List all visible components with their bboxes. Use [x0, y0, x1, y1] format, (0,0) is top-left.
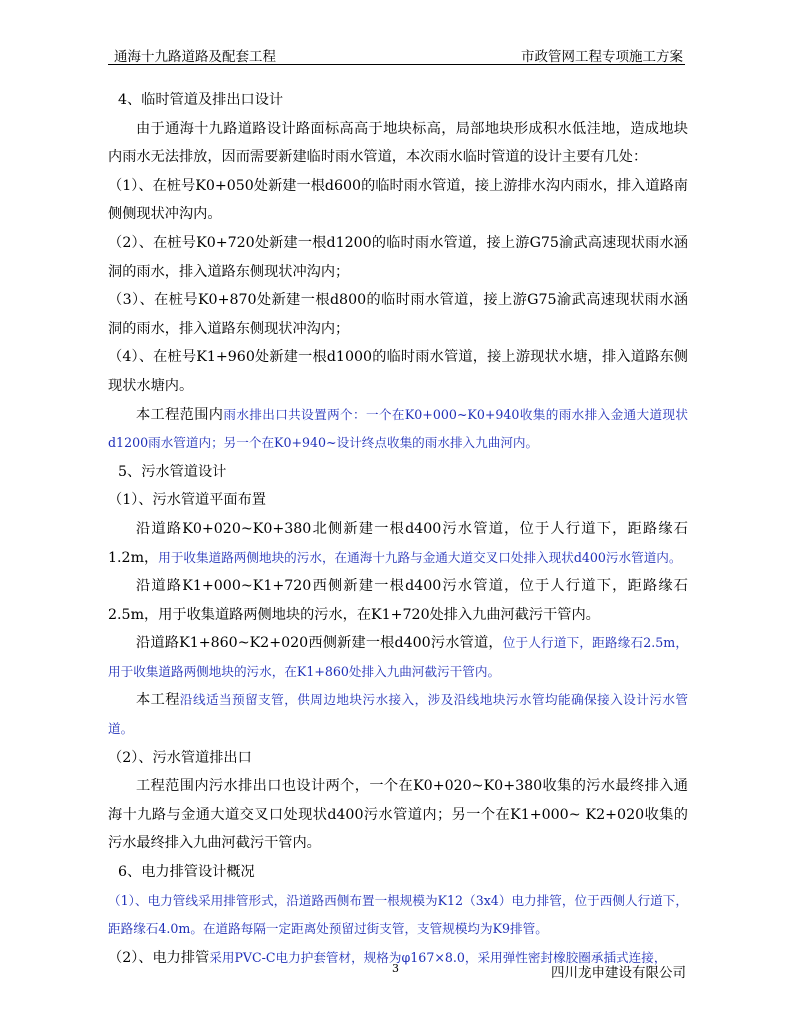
section-6-heading: 6、电力排管设计概况: [118, 864, 255, 881]
section-5-para-1-lead: 沿道路K0+020~K0+380北侧新建一根d400污水管道，位于人行道下，距路缘石1.2m，: [108, 520, 688, 566]
section-5-para-1: [108, 515, 688, 572]
section-4-item-2: （2）、在桩号K0+720处新建一根d1200的临时雨水管道，接上游G75渝武高速现状雨水涵洞的雨水，排入道路东侧现状冲沟内；: [108, 234, 688, 280]
section-5-para-1-rest: 用于收集道路两侧地块的污水，在通海十九路与金通大道交叉口处排入现状d400污水管道内。: [158, 549, 682, 565]
section-4-heading: 4、临时管道及排出口设计: [118, 92, 284, 108]
section-5-sub-1-heading: （1）、污水管道平面布置: [108, 492, 266, 509]
section-5-para-3: [108, 629, 688, 686]
section-5-para-4-rest: 沿线适当预留支管，供周边地块污水接入，涉及沿线地块污水管均能确保接入设计污水管道。: [108, 692, 688, 737]
document-body: [108, 86, 688, 972]
page-header: [108, 44, 685, 65]
section-5-para-3-rest: 位于人行道下，距路缘石2.5m，用于收集道路两侧地块的污水，在K1+860处排入九曲河截污干管内。: [108, 635, 688, 679]
header-project-title: 通海十九路道路及配套工程: [114, 49, 276, 65]
section-5-para-5: 工程范围内污水排出口也设计两个，一个在K0+020~K0+380收集的污水最终排入通海十九路与金通大道交叉口处现状d400污水管道内；另一个在K1+000~ K2+020收集的污水最终排入九曲河截污干管内。: [108, 778, 688, 852]
section-4-scope-outlets: 雨水排出口共设置两个：一个在K0+000~K0+940收集的雨水排入金通大道现状d1200雨水管道内；另一个在K0+940~设计终点收集的雨水排入九曲河内。: [108, 406, 688, 451]
section-5-para-3-lead: 沿道路K1+860~K2+020西侧新建一根d400污水管道，: [136, 635, 503, 652]
footer-company: 四川龙申建设有限公司: [551, 965, 686, 981]
section-6-item-1: （1）、电力管线采用排管形式，沿道路西侧布置一根规模为K12（3x4）电力排管，位于西侧人行道下，距路缘石4.0m。在道路每隔一定距离处预留过街支管，支管规模均为K9排管。: [108, 892, 688, 937]
section-5-sub-2-heading: （2）、污水管道排出口: [108, 749, 252, 766]
section-4-scope: [108, 401, 688, 458]
section-4-item-3: （3）、在桩号K0+870处新建一根d800的临时雨水管道，接上游G75渝武高速现状雨水涵洞的雨水，排入道路东侧现状冲沟内；: [108, 292, 688, 337]
section-4-item-1: （1）、在桩号K0+050处新建一根d600的临时雨水管道，接上游排水沟内雨水，排入道路南侧侧现状冲沟内。: [108, 177, 688, 223]
section-4-scope-lead: 本工程范围内: [136, 406, 224, 423]
section-4-intro: 由于通海十九路道路设计路面标高高于地块标高，局部地块形成积水低洼地，造成地块内雨水无法排放，因而需要新建临时雨水管道，本次雨水临时管道的设计主要有几处：: [108, 120, 688, 166]
section-6-item-2-lead: （2）、电力排管: [108, 949, 210, 966]
header-document-title: 市政管网工程专项施工方案: [521, 49, 683, 65]
section-5-para-4: [108, 686, 688, 743]
section-6-item-2-rest: 采用PVC-C电力护套管材，规格为φ167×8.0，采用弹性密封橡胶圈承插式连接，: [209, 949, 667, 965]
section-4-item-4: （4）、在桩号K1+960处新建一根d1000的临时雨水管道，接上游现状水塘，排入道路东侧现状水塘内。: [108, 349, 688, 394]
section-5-para-4-lead: 本工程: [136, 692, 180, 709]
page-number: 3: [392, 962, 399, 975]
section-5-heading: 5、污水管道设计: [118, 463, 227, 480]
section-5-para-2: 沿道路K1+000~K1+720西侧新建一根d400污水管道，位于人行道下，距路缘石2.5m，用于收集道路两侧地块的污水，在K1+720处排入九曲河截污干管内。: [108, 578, 688, 623]
